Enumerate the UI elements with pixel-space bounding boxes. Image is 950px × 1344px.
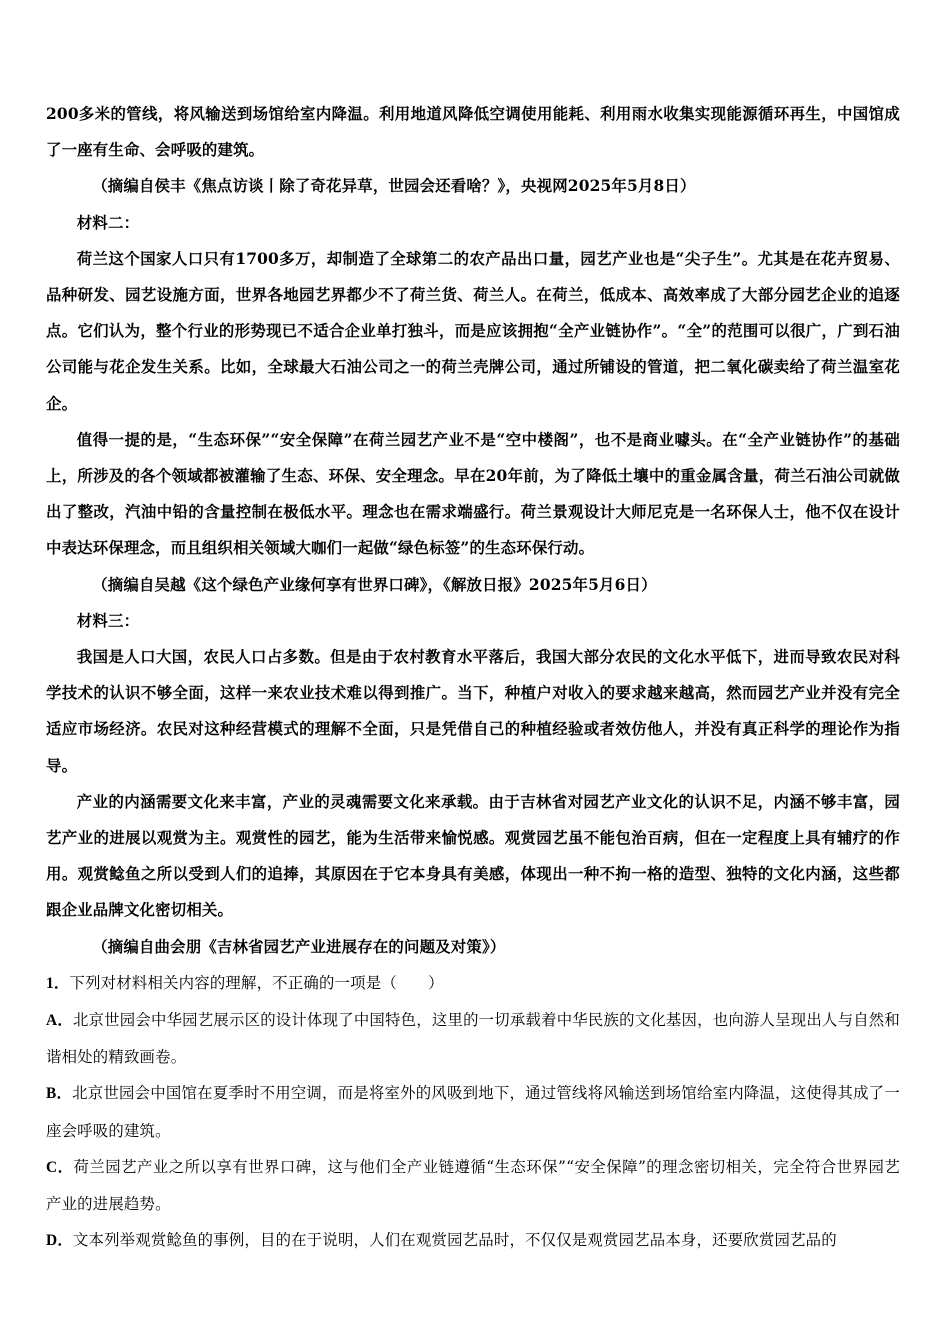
- option-a[interactable]: [46, 1002, 900, 1075]
- material3-source: （摘编自曲会朋《吉林省园艺产业进展存在的问题及对策》）: [92, 937, 506, 956]
- option-text: 文本列举观赏鲶鱼的事例，目的在于说明，人们在观赏园艺品时，不仅仅是观赏园艺品本身，还要欣赏园艺品的: [72, 1231, 837, 1250]
- material2-paragraph-2: 值得一提的是，“生态环保”“安全保障”在荷兰园艺产业不是“空中楼阁”，也不是商业噱头。在“全产业链协作”的基础上，所涉及的各个领域都被灌输了生态、环保、安全理念。早在20年前，为了降低土壤中的重金属含量，荷兰石油公司就做出了整改，汽油中铅的含量控制在极低水平。理念也在需求端盛行。荷兰景观设计大师尼克是一名环保人士，他不仅在设计中表达环保理念，而且组织相关领域大咖们一起做“绿色标签”的生态环保行动。: [46, 430, 900, 558]
- material1-tail-paragraph: 200多米的管线，将风输送到场馆给室内降温。利用地道风降低空调使用能耗、利用雨水收集实现能源循环再生，中国馆成了一座有生命、会呼吸的建筑。: [46, 105, 900, 160]
- question-stem-text: 下列对材料相关内容的理解，不正确的一项是（ ）: [69, 973, 444, 992]
- material3-paragraph-1: 我国是人口大国，农民人口占多数。但是由于农村教育水平落后，我国大部分农民的文化水平低下，进而导致农民对科学技术的认识不够全面，这样一来农业技术难以得到推广。当下，种植户对收入的要求越来越高，然而园艺产业并没有完全适应市场经济。农民对这种经营模式的理解不全面，只是凭借自己的种植经验或者效仿他人，并没有真正科学的理论作为指导。: [46, 648, 900, 775]
- option-c[interactable]: [46, 1149, 900, 1222]
- material2-source: （摘编自吴越《这个绿色产业缘何享有世界口碑》，《解放日报》2025年5月6日）: [92, 575, 657, 594]
- option-d[interactable]: [46, 1222, 900, 1259]
- option-letter: C．: [46, 1158, 74, 1176]
- option-text: 北京世园会中华园艺展示区的设计体现了中国特色，这里的一切承载着中华民族的文化基因，也向游人呈现出人与自然和谐相处的精致画卷。: [46, 1011, 900, 1067]
- question-1-stem: [46, 965, 900, 1002]
- document-page: [46, 96, 900, 1260]
- option-letter: A．: [46, 1012, 73, 1030]
- material1-source: （摘编自侯丰《焦点访谈丨除了奇花异草，世园会还看啥？》，央视网2025年5月8日）: [92, 177, 696, 196]
- material2-heading: 材料二：: [76, 213, 140, 232]
- option-b[interactable]: [46, 1075, 900, 1148]
- question-number: 1．: [46, 974, 70, 992]
- option-text: 北京世园会中国馆在夏季时不用空调，而是将室外的风吸到地下，通过管线将风输送到场馆给室内降温，这使得其成了一座会呼吸的建筑。: [46, 1084, 900, 1140]
- material3-paragraph-2: 产业的内涵需要文化来丰富，产业的灵魂需要文化来承载。由于吉林省对园艺产业文化的认识不足，内涵不够丰富，园艺产业的进展以观赏为主。观赏性的园艺，能为生活带来愉悦感。观赏园艺虽不能包治百病，但在一定程度上具有辅疗的作用。观赏鲶鱼之所以受到人们的追捧，其原因在于它本身具有美感，体现出一种不拘一格的造型、独特的文化内涵，这些都跟企业品牌文化密切相关。: [46, 792, 900, 920]
- material2-paragraph-1: 荷兰这个国家人口只有1700多万，却制造了全球第二的农产品出口量，园艺产业也是“尖子生”。尤其是在花卉贸易、品种研发、园艺设施方面，世界各地园艺界都少不了荷兰货、荷兰人。在荷兰，低成本、高效率成了大部分园艺企业的追逐点。它们认为，整个行业的形势现已不适合企业单打独斗，而是应该拥抱“全产业链协作”。“全”的范围可以很广，广到石油公司能与花企发生关系。比如，全球最大石油公司之一的荷兰壳牌公司，通过所铺设的管道，把二氧化碳卖给了荷兰温室花企。: [46, 249, 900, 413]
- option-letter: B．: [46, 1085, 73, 1103]
- option-letter: D．: [46, 1232, 73, 1250]
- material3-heading: 材料三：: [76, 611, 140, 630]
- option-text: 荷兰园艺产业之所以享有世界口碑，这与他们全产业链遵循“生态环保”“安全保障”的理念密切相关，完全符合世界园艺产业的进展趋势。: [46, 1157, 901, 1214]
